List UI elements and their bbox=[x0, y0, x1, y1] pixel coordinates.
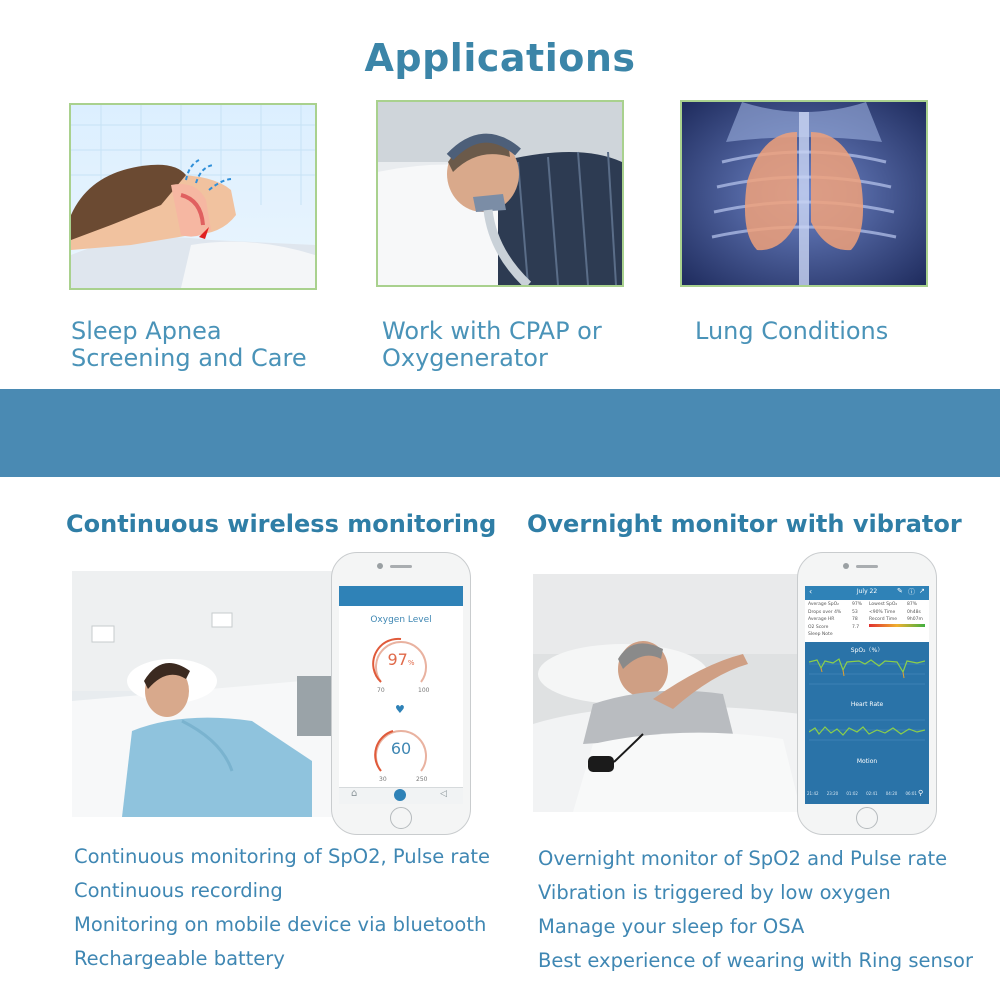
report-date: July 22 bbox=[856, 588, 878, 595]
motion-chart-label: Motion bbox=[856, 758, 878, 765]
share-icon[interactable]: ↗ bbox=[919, 587, 925, 595]
summary-label: Record Time bbox=[869, 617, 897, 622]
spo2-max: 100 bbox=[418, 687, 430, 694]
left-section-heading: Continuous wireless monitoring bbox=[66, 510, 497, 538]
phone-camera bbox=[377, 563, 383, 569]
summary-value: 9h07m bbox=[907, 617, 923, 622]
time-tick: 01:02 bbox=[846, 791, 858, 796]
summary-value: 87% bbox=[907, 602, 918, 607]
info-icon[interactable]: ⓘ bbox=[908, 588, 915, 596]
hospital-patient-photo bbox=[72, 571, 334, 817]
heart-icon: ♥ bbox=[395, 703, 405, 716]
summary-label: Lowest SpO₂ bbox=[869, 602, 898, 607]
oxygen-level-title: Oxygen Level bbox=[370, 615, 432, 625]
summary-right bbox=[869, 601, 923, 624]
spo2-number: 97 bbox=[387, 650, 408, 669]
right-feature-list bbox=[538, 842, 973, 978]
summary-label: Sleep Note bbox=[808, 632, 833, 637]
spo2-unit: % bbox=[407, 659, 415, 667]
time-axis bbox=[807, 791, 917, 796]
summary-row bbox=[808, 601, 862, 609]
caption-line: Oxygenerator bbox=[382, 344, 548, 372]
page-title: Applications bbox=[364, 36, 636, 80]
summary-row bbox=[808, 624, 862, 632]
feature-item: Continuous recording bbox=[74, 879, 283, 902]
summary-label: <90% Time bbox=[869, 609, 896, 615]
caption-line: Sleep Apnea bbox=[71, 317, 222, 345]
heart-rate-chart-label: Heart Rate bbox=[850, 701, 884, 708]
time-tick: 04:20 bbox=[885, 791, 898, 796]
sleep-apnea-image bbox=[69, 103, 317, 290]
summary-label: O2 Score bbox=[808, 624, 829, 630]
spo2-value bbox=[376, 650, 426, 669]
phone-screen bbox=[339, 586, 463, 804]
summary-row bbox=[808, 616, 862, 624]
time-tick: 21:42 bbox=[807, 791, 819, 796]
phone-speaker bbox=[390, 565, 412, 568]
summary-value: 7.7 bbox=[852, 624, 860, 630]
summary-row bbox=[808, 631, 862, 639]
heart-rate-trend-chart bbox=[809, 710, 925, 750]
summary-value: 53 bbox=[852, 609, 858, 615]
monitor-tab-icon[interactable] bbox=[394, 789, 406, 801]
pulse-max: 250 bbox=[416, 776, 428, 783]
summary-left bbox=[808, 601, 862, 639]
time-tick: 23:20 bbox=[826, 791, 839, 796]
phone-screen bbox=[805, 586, 929, 804]
phone-mockup-left bbox=[331, 552, 471, 835]
back-icon[interactable]: ‹ bbox=[809, 587, 813, 596]
feature-item: Monitoring on mobile device via bluetooth bbox=[74, 913, 487, 936]
summary-row bbox=[869, 601, 923, 609]
sleeping-man-photo bbox=[533, 574, 801, 812]
phone-speaker bbox=[856, 565, 878, 568]
phone-mockup-right bbox=[797, 552, 937, 835]
time-tick: 02:41 bbox=[866, 791, 878, 796]
feature-item: Manage your sleep for OSA bbox=[538, 915, 805, 938]
summary-value: 78 bbox=[852, 617, 858, 622]
pulse-min: 30 bbox=[379, 776, 387, 783]
edit-icon[interactable]: ✎ bbox=[897, 587, 903, 595]
sound-tab-icon[interactable]: ◁ bbox=[440, 789, 447, 799]
caption-line: Lung Conditions bbox=[695, 317, 889, 345]
summary-row bbox=[808, 609, 862, 617]
feature-item: Continuous monitoring of SpO2, Pulse rate bbox=[74, 845, 491, 868]
spo2-min: 70 bbox=[377, 687, 385, 694]
app-header-bar bbox=[339, 586, 463, 606]
caption-cpap bbox=[382, 318, 602, 372]
spo2-chart-label: SpO₂（%） bbox=[850, 647, 884, 654]
summary-value: 97% bbox=[852, 602, 863, 607]
spo2-trend-chart bbox=[809, 654, 925, 694]
feature-item: Best experience of wearing with Ring sensor bbox=[538, 949, 974, 972]
summary-row bbox=[869, 616, 923, 624]
caption-line: Screening and Care bbox=[71, 344, 307, 372]
summary-label: Average SpO₂ bbox=[808, 602, 839, 607]
feature-item: Overnight monitor of SpO2 and Pulse rate bbox=[538, 847, 948, 870]
cpap-mask-image bbox=[376, 100, 624, 287]
summary-label: Drops over 4% bbox=[808, 609, 842, 615]
phone-camera bbox=[843, 563, 849, 569]
phone-home-button[interactable] bbox=[856, 807, 878, 829]
left-feature-list bbox=[74, 840, 490, 976]
lungs-image bbox=[680, 100, 928, 287]
summary-row bbox=[869, 609, 923, 617]
summary-label: Average HR bbox=[808, 617, 835, 622]
divider-band bbox=[0, 389, 1000, 477]
right-section-heading: Overnight monitor with vibrator bbox=[527, 510, 962, 538]
feature-item: Rechargeable battery bbox=[74, 947, 285, 970]
caption-lung bbox=[695, 318, 888, 345]
time-tick: 06:01 bbox=[905, 791, 917, 796]
home-tab-icon[interactable]: ⌂ bbox=[351, 788, 358, 799]
caption-sleep-apnea bbox=[71, 318, 307, 372]
feature-item: Vibration is triggered by low oxygen bbox=[538, 881, 891, 904]
score-color-bar bbox=[869, 624, 925, 627]
caption-line: Work with CPAP or bbox=[382, 317, 602, 345]
summary-value: 0h48s bbox=[907, 609, 921, 615]
phone-home-button[interactable] bbox=[390, 807, 412, 829]
pulse-value: 60 bbox=[390, 739, 412, 758]
zoom-search-icon[interactable]: ⚲ bbox=[918, 789, 924, 797]
